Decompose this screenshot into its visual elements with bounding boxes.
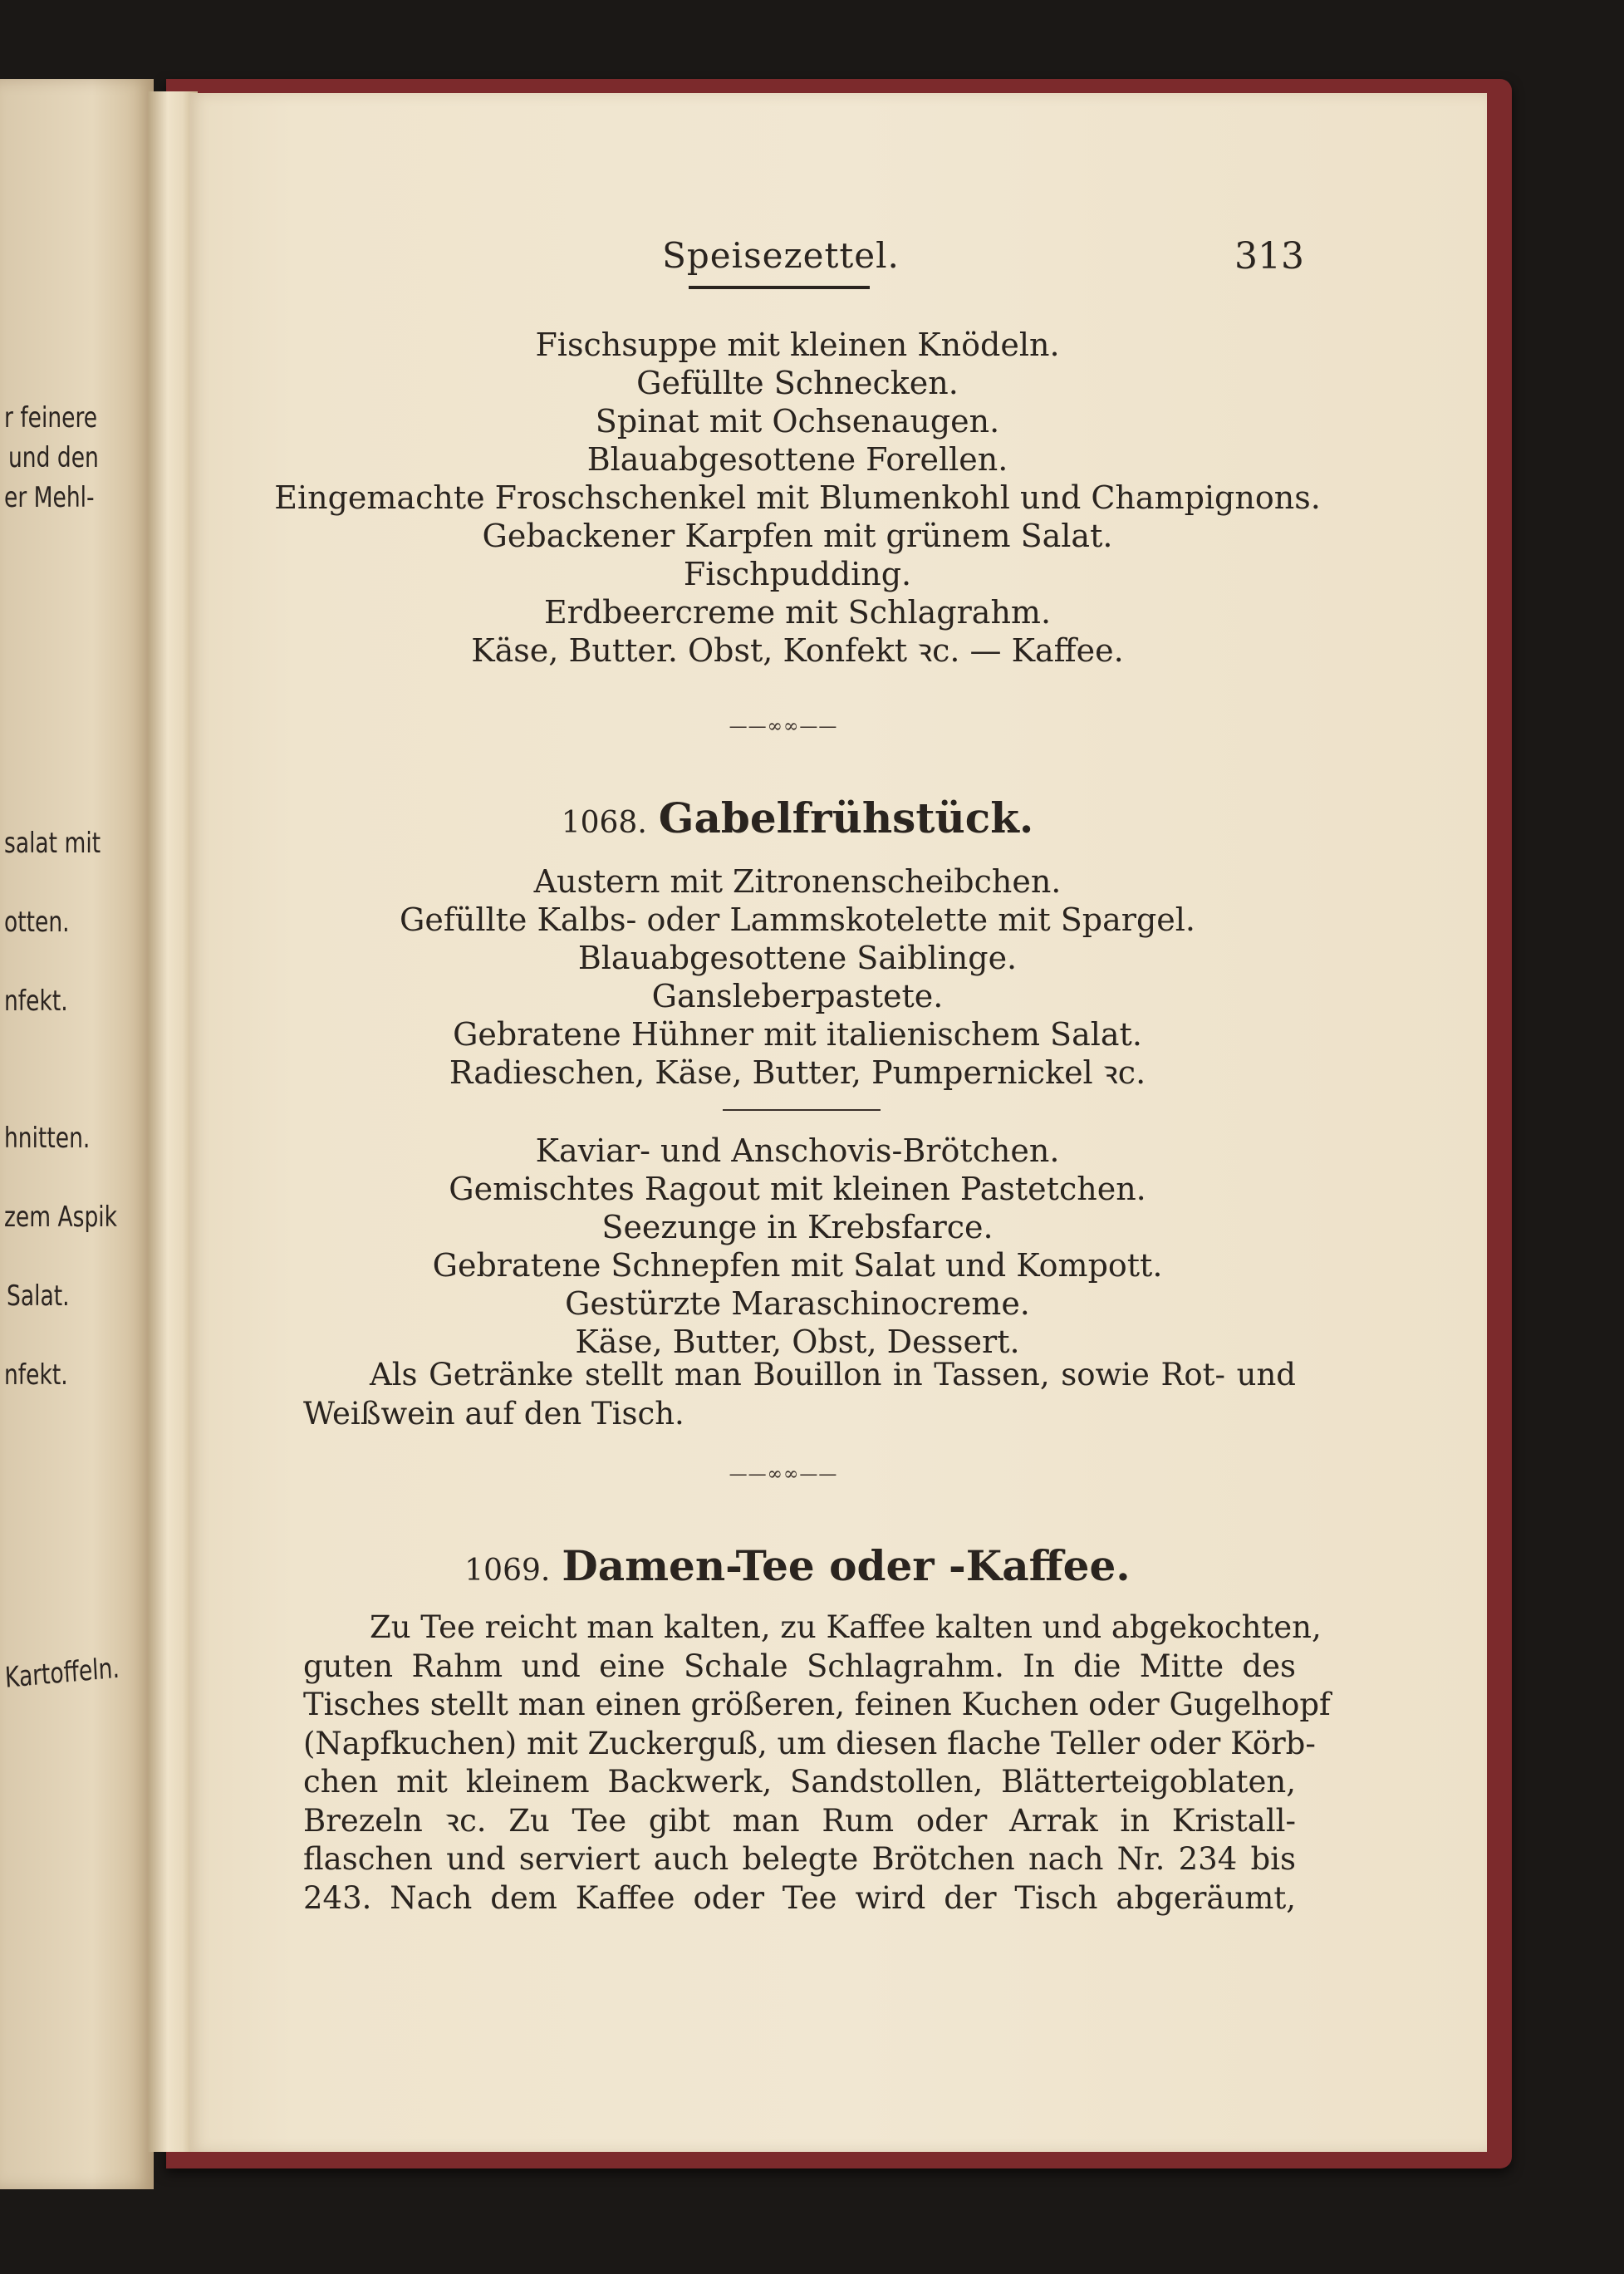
paragraph-line: (Napfkuchen) mit Zuckerguß, um diesen flache Teller oder Körb-: [303, 1725, 1316, 1761]
menu-line: Gebratene Hühner mit italienischem Salat.: [453, 1016, 1142, 1053]
menu-line: Blauabgesottene Forellen.: [586, 441, 1008, 478]
section-number: 1068.: [561, 806, 647, 840]
paragraph-line: guten Rahm und eine Schale Schlagrahm. In die Mitte des: [303, 1648, 1296, 1684]
menu-line: Spinat mit Ochsenaugen.: [595, 403, 1000, 440]
menu-line: Seezunge in Krebsfarce.: [601, 1209, 994, 1245]
menu-list: [274, 1132, 1321, 1361]
body-paragraph: [303, 1608, 1331, 1918]
left-fragment: Salat.: [7, 1279, 70, 1313]
menu-line: Fischpudding.: [683, 556, 912, 592]
left-fragment: nfekt.: [4, 1358, 68, 1392]
section-title: Gabelfrühstück.: [658, 793, 1034, 842]
section-heading: [274, 1541, 1321, 1590]
menu-divider-rule: [723, 1109, 881, 1111]
menu-line: Gefüllte Schnecken.: [636, 365, 959, 401]
menu-line: Käse, Butter, Obst, Dessert.: [575, 1324, 1020, 1360]
paragraph-line: Tisches stellt man einen größeren, feinen Kuchen oder Gugelhopf: [303, 1687, 1331, 1722]
paragraph-line: Als Getränke stellt man Bouillon in Tassen, sowie Rot- und: [370, 1357, 1296, 1392]
menu-line: Blauabgesottene Saiblinge.: [577, 940, 1018, 976]
menu-line: Gansleberpastete.: [651, 978, 944, 1014]
menu-line: Gestürzte Maraschinocreme.: [565, 1285, 1030, 1322]
left-fragment: hnitten.: [4, 1122, 91, 1155]
paragraph-line: Zu Tee reicht man kalten, zu Kaffee kalten und abgekochten,: [370, 1609, 1322, 1645]
menu-line: Gefüllte Kalbs- oder Lammskotelette mit Spargel.: [399, 901, 1196, 938]
left-fragment: otten.: [4, 906, 70, 939]
section-title: Damen-Tee oder -Kaffee.: [562, 1541, 1131, 1590]
paragraph-line: 243. Nach dem Kaffee oder Tee wird der Tisch abgeräumt,: [303, 1879, 1296, 1916]
beverage-note: [303, 1356, 1296, 1433]
paragraph-line: chen mit kleinem Backwerk, Sandstollen, Blätterteigoblaten,: [303, 1764, 1296, 1800]
left-fragment: er Mehl-: [4, 481, 95, 514]
left-fragment: r feinere: [4, 401, 98, 435]
menu-list: [274, 326, 1321, 670]
menu-list: [274, 862, 1321, 1092]
menu-line: Erdbeercreme mit Schlagrahm.: [543, 594, 1052, 631]
menu-line: Käse, Butter. Obst, Konfekt ꝛc. — Kaffee.: [471, 632, 1124, 669]
menu-line: Eingemachte Froschschenkel mit Blumenkohl und Champignons.: [274, 479, 1321, 516]
left-fragment: zem Aspik: [4, 1201, 118, 1234]
left-fragment: salat mit: [4, 827, 101, 860]
running-head-underline: [689, 286, 870, 289]
menu-line: Gemischtes Ragout mit kleinen Pastetchen.: [449, 1171, 1146, 1207]
menu-line: Radieschen, Käse, Butter, Pumpernickel ꝛc.: [449, 1054, 1146, 1091]
left-fragment: und den: [8, 441, 99, 474]
section-number: 1069.: [464, 1554, 551, 1588]
paragraph-line: flaschen und serviert auch belegte Brötchen nach Nr. 234 bis: [303, 1841, 1296, 1877]
menu-line: Gebratene Schnepfen mit Salat und Kompott.: [432, 1247, 1163, 1284]
paragraph-line: Brezeln ꝛc. Zu Tee gibt man Rum oder Arrak in Kristall-: [303, 1802, 1296, 1839]
page-number: 313: [1234, 235, 1304, 277]
left-fragment: nfekt.: [4, 985, 68, 1018]
section-heading: [274, 793, 1321, 842]
menu-line: Kaviar- und Anschovis-Brötchen.: [535, 1132, 1060, 1169]
left-fragment: Kartoffeln.: [4, 1651, 120, 1695]
ornament-divider: ——∞∞——: [729, 716, 838, 737]
menu-line: Fischsuppe mit kleinen Knödeln.: [535, 327, 1060, 363]
ornament-divider: ——∞∞——: [729, 1464, 838, 1485]
left-page: [0, 79, 154, 2189]
left-page-fragments: [0, 79, 154, 2189]
menu-line: Austern mit Zitronenscheibchen.: [533, 863, 1062, 900]
running-head: Speisezettel.: [662, 235, 900, 276]
paragraph-line: Weißwein auf den Tisch.: [303, 1395, 684, 1432]
menu-line: Gebackener Karpfen mit grünem Salat.: [482, 518, 1113, 554]
